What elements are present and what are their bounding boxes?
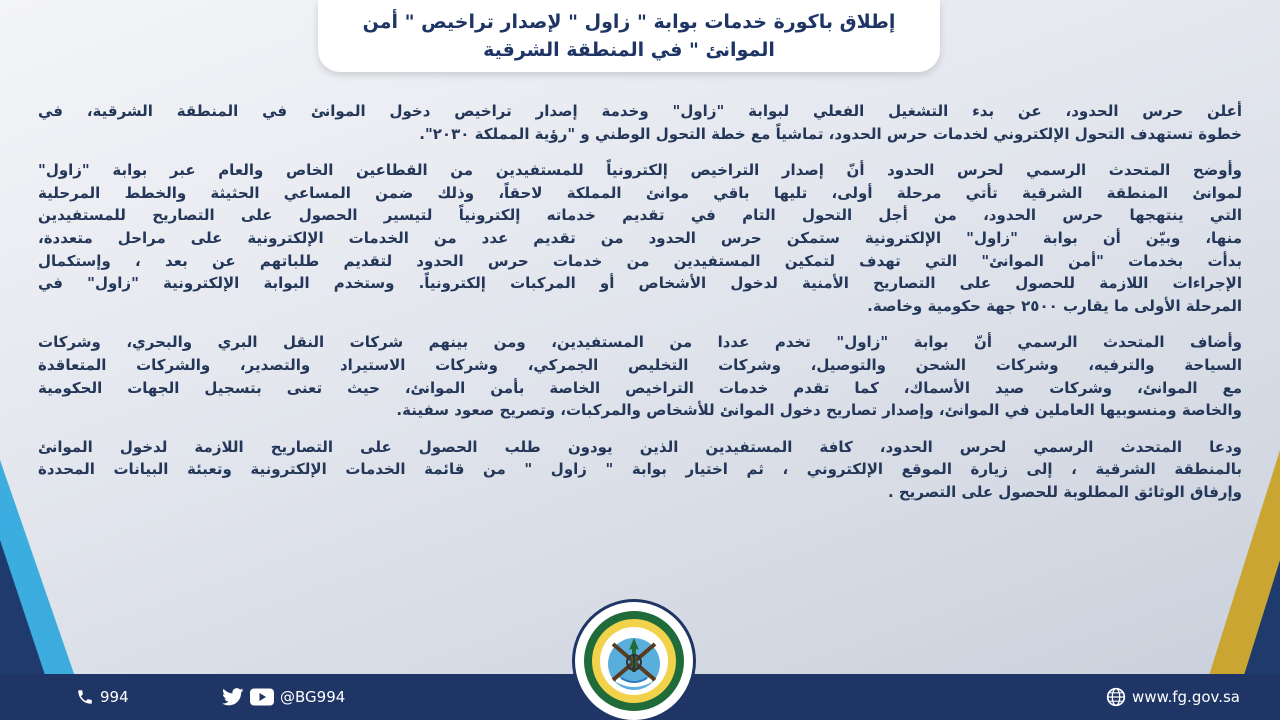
emblem-graphic — [581, 608, 687, 714]
social-handle: @BG994 — [280, 688, 346, 706]
footer-website[interactable] — [1106, 674, 1240, 720]
paragraph-line: وأوضح المتحدث الرسمي لحرس الحدود أنّ إصدار التراخيص إلكترونياً للمستفيدين من القطاعين الخاص والعام عبر بوابة "زاول" — [38, 161, 1242, 180]
paragraph-line: ودعا المتحدث الرسمي لحرس الحدود، كافة المستفيدين الذين يودون طلب الحصول على التصاريح اللازمة لدخول الموانئ — [38, 437, 1242, 456]
paragraph-line: بدأت بخدمات "أمن الموانئ" التي تهدف لتمكين المستفيدين من خدمات حرس الحدود لتقديم طلباتهم عن بعد ، وإستكمال — [38, 251, 1242, 270]
website-url: www.fg.gov.sa — [1132, 688, 1240, 706]
globe-icon — [1106, 687, 1126, 707]
footer-phone[interactable] — [76, 674, 129, 720]
headline-line-1: إطلاق باكورة خدمات بوابة " زاول " لإصدار تراخيص " أمن — [362, 11, 896, 33]
paragraph-line: الإجراءات اللازمة للحصول على التصاريح الأمنية لدخول الأشخاص أو المركبات إلكترونياً. وستخدم البوابة الإلكترونية "زاول" في — [38, 274, 1242, 293]
paragraph — [38, 436, 1242, 504]
paragraph-line: منها، وبيّن أن بوابة "زاول" الإلكترونية ستمكن حرس الحدود من تقديم عدد من الخدمات الإلكترونية على مراحل متعددة، — [38, 228, 1242, 247]
paragraph-line: التي ينتهجها حرس الحدود، من أجل التحول التام في تقديم خدماته إلكترونياً لتيسير الحصول على التصاريح للمستفيدين — [38, 206, 1242, 225]
paragraph-line: وإرفاق الوثائق المطلوبة للحصول على التصريح . — [887, 482, 1242, 501]
paragraph-line: بالمنطقة الشرقية ، إلى زيارة الموقع الإلكتروني ، ثم اختيار بوابة " زاول " من قائمة الخدمات الإلكترونية وتعبئة البيانات المحددة — [38, 460, 1242, 479]
paragraph — [38, 100, 1242, 145]
twitter-icon[interactable] — [222, 688, 244, 706]
phone-icon — [76, 688, 94, 706]
paragraph-line: وأضاف المتحدث الرسمي أنّ بوابة "زاول" تخدم عددا من المستفيدين، ومن بينهم شركات النقل البري والبحري، وشركات — [38, 333, 1242, 352]
paragraph — [38, 159, 1242, 317]
article-body — [38, 100, 1242, 518]
paragraph-line: خطوة تستهدف التحول الإلكتروني لخدمات حرس الحدود، تماشياً مع خطة التحول الوطني و "رؤية المملكة ٢٠٣٠". — [419, 124, 1242, 143]
paragraph-line: والخاصة ومنسوبيها العاملين في الموانئ، وإصدار تصاريح دخول الموانئ للأشخاص والمركبات، وتصريح صعود سفينة. — [396, 401, 1242, 420]
youtube-icon[interactable] — [250, 688, 274, 706]
phone-number: 994 — [100, 688, 129, 706]
paragraph-line: مع الموانئ، وشركات صيد الأسماك، كما تقدم خدمات التراخيص الخاصة بأمن الموانئ، حيث تعنى بتسجيل الجهات الحكومية — [38, 378, 1242, 397]
paragraph — [38, 331, 1242, 421]
paragraph-line: أعلن حرس الحدود، عن بدء التشغيل الفعلي لبوابة "زاول" وخدمة إصدار تراخيص دخول الموانئ في المنطقة الشرقية، في — [38, 102, 1242, 120]
paragraph-line: المرحلة الأولى ما يقارب ٢٥٠٠ جهة حكومية وخاصة. — [867, 296, 1242, 315]
paragraph-line: السياحة والترفيه، وشركات الشحن والتوصيل، وشركات التخليص الجمركي، وشركات الاستيراد والتصدير، والشركات المتعاقدة — [38, 355, 1242, 374]
border-guard-emblem — [575, 602, 693, 720]
paragraph-line: لموانئ المنطقة الشرقية تأتي مرحلة أولى، تليها باقي موانئ المملكة لاحقاً، وذلك ضمن المساعي الحثيثة والخطط المرحلية — [38, 183, 1242, 202]
headline-box — [318, 0, 940, 72]
headline-line-2: الموانئ " في المنطقة الشرقية — [483, 39, 775, 61]
footer-social[interactable] — [222, 674, 345, 720]
